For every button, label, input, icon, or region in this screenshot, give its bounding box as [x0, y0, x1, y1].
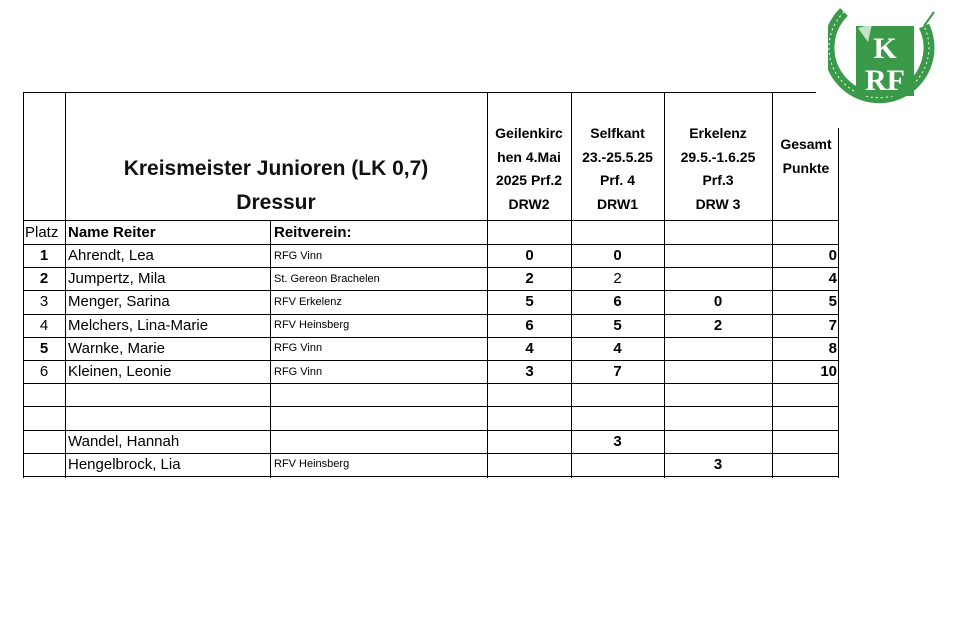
score-comp2-cell: 2: [613, 270, 622, 288]
grid-vline: [571, 92, 572, 478]
club-cell: RFV Erkelenz: [274, 295, 342, 308]
grid-vline: [65, 92, 66, 478]
score-comp2-cell: 5: [613, 316, 622, 334]
club-cell: RFV Heinsberg: [274, 319, 350, 332]
grid-hline: [23, 314, 839, 315]
score-comp1-cell: 2: [525, 270, 534, 288]
score-comp3-cell: 3: [713, 455, 723, 473]
score-comp3-cell: [664, 267, 772, 290]
score-comp1-cell: [488, 406, 571, 429]
header-comp2-line2: 23.-25.5.25: [582, 148, 653, 165]
svg-text:K: K: [873, 32, 897, 65]
platz-cell: 4: [39, 316, 49, 334]
score-comp2-cell: 6: [613, 293, 622, 311]
grid-hline: [23, 220, 839, 221]
rider-name-cell: Melchers, Lina-Marie: [68, 316, 209, 334]
club-cell: [271, 383, 486, 406]
total-points-cell: [773, 430, 839, 453]
total-points-cell: 10: [820, 363, 837, 381]
score-comp2-cell: 3: [613, 432, 622, 450]
score-comp1-cell: 6: [525, 316, 534, 334]
platz-cell: [23, 383, 65, 406]
col-label-verein: Reitverein:: [274, 224, 352, 241]
total-points-cell: 7: [828, 316, 837, 334]
grid-hline: [23, 476, 839, 477]
page-subtitle: Dressur: [236, 191, 316, 214]
club-cell: RFV Heinsberg: [274, 458, 350, 471]
rider-name-cell: Kleinen, Leonie: [68, 363, 172, 381]
header-comp3-line1: Erkelenz: [689, 125, 747, 141]
total-points-cell: 8: [828, 339, 837, 357]
header-comp1-line4: DRW2: [508, 195, 550, 212]
header-total-line2: Punkte: [782, 159, 830, 176]
header-comp1-line2: hen 4.Mai: [497, 148, 561, 165]
score-comp2-cell: [571, 383, 664, 406]
platz-cell: [23, 406, 65, 429]
grid-hline: [23, 406, 839, 407]
score-comp1-cell: [488, 383, 571, 406]
grid-hline: [23, 290, 839, 291]
club-cell: [271, 430, 486, 453]
grid-hline: [23, 360, 839, 361]
grid-vline: [664, 92, 665, 478]
rider-name-cell: Menger, Sarina: [68, 293, 170, 311]
rider-name-cell: [65, 406, 270, 429]
score-comp1-cell: [488, 453, 571, 476]
grid-hline: [23, 244, 839, 245]
score-comp2-cell: [571, 406, 664, 429]
header-comp2-line1: Selfkant: [590, 125, 645, 141]
club-cell: RFG Vinn: [274, 249, 323, 262]
total-points-cell: 0: [828, 247, 837, 265]
grid-hline: [23, 383, 839, 384]
platz-cell: 3: [39, 293, 49, 311]
rider-name-cell: [65, 383, 270, 406]
col-label-platz: Platz: [25, 224, 59, 241]
svg-text:RF: RF: [865, 64, 905, 97]
rider-name-cell: Warnke, Marie: [68, 339, 165, 357]
score-comp1-cell: 0: [525, 247, 534, 265]
platz-cell: 5: [39, 339, 49, 357]
grid-top-line: [23, 92, 816, 93]
score-comp3-cell: [664, 406, 772, 429]
platz-cell: 2: [39, 270, 49, 288]
platz-cell: 1: [39, 247, 49, 265]
header-total: [773, 133, 839, 180]
header-comp3-line3: Prf.3: [702, 172, 734, 188]
score-comp3-cell: [664, 360, 772, 383]
platz-cell: [23, 430, 65, 453]
score-comp2-cell: 0: [613, 247, 622, 265]
grid-hline: [23, 337, 839, 338]
grid-left-line: [23, 92, 24, 478]
header-comp1: [488, 122, 570, 216]
score-comp2-cell: 7: [613, 363, 622, 381]
header-comp3: [664, 122, 772, 216]
total-points-cell: [773, 453, 839, 476]
club-cell: St. Gereon Brachelen: [274, 272, 380, 285]
grid-vline: [270, 220, 271, 478]
rider-name-cell: Jumpertz, Mila: [68, 270, 166, 288]
header-comp3-line4: DRW 3: [695, 195, 741, 212]
rider-name-cell: Hengelbrock, Lia: [68, 455, 181, 473]
score-comp3-cell: [664, 244, 772, 267]
header-comp2-line4: DRW1: [597, 195, 638, 212]
rider-name-cell: Wandel, Hannah: [68, 432, 180, 450]
score-comp1-cell: 4: [525, 339, 534, 357]
header-comp2-line3: Prf. 4: [599, 172, 635, 188]
total-points-cell: 4: [828, 270, 837, 288]
header-comp2: [571, 122, 664, 216]
total-points-cell: [773, 383, 839, 406]
grid-vline: [772, 92, 773, 478]
score-comp1-cell: [488, 430, 571, 453]
score-comp3-cell: [664, 383, 772, 406]
header-comp1-line1: Geilenkirc: [495, 125, 563, 141]
score-comp2-cell: [571, 453, 664, 476]
club-cell: RFG Vinn: [274, 365, 323, 378]
header-comp1-line3: 2025 Prf.2: [495, 172, 563, 188]
club-logo: [828, 8, 940, 113]
score-comp3-cell: 2: [713, 316, 723, 334]
header-comp3-line2: 29.5.-1.6.25: [680, 148, 756, 165]
platz-cell: 6: [39, 363, 49, 381]
grid-vline: [487, 92, 488, 478]
score-comp3-cell: [664, 430, 772, 453]
total-points-cell: [773, 406, 839, 429]
score-comp3-cell: [664, 337, 772, 360]
col-label-name: Name Reiter: [68, 224, 156, 241]
club-cell: [271, 406, 486, 429]
club-cell: RFG Vinn: [274, 342, 323, 355]
grid-hline: [23, 267, 839, 268]
score-comp1-cell: 5: [525, 293, 534, 311]
score-comp2-cell: 4: [613, 339, 622, 357]
platz-cell: [23, 453, 65, 476]
grid-hline: [23, 453, 839, 454]
grid-hline: [23, 430, 839, 431]
score-comp1-cell: 3: [525, 363, 534, 381]
score-comp3-cell: 0: [713, 293, 723, 311]
page-title: Kreismeister Junioren (LK 0,7): [123, 157, 429, 180]
grid-right-line: [838, 128, 839, 478]
total-points-cell: 5: [828, 293, 837, 311]
header-total-line1: Gesamt: [780, 136, 832, 152]
rider-name-cell: Ahrendt, Lea: [68, 247, 154, 265]
